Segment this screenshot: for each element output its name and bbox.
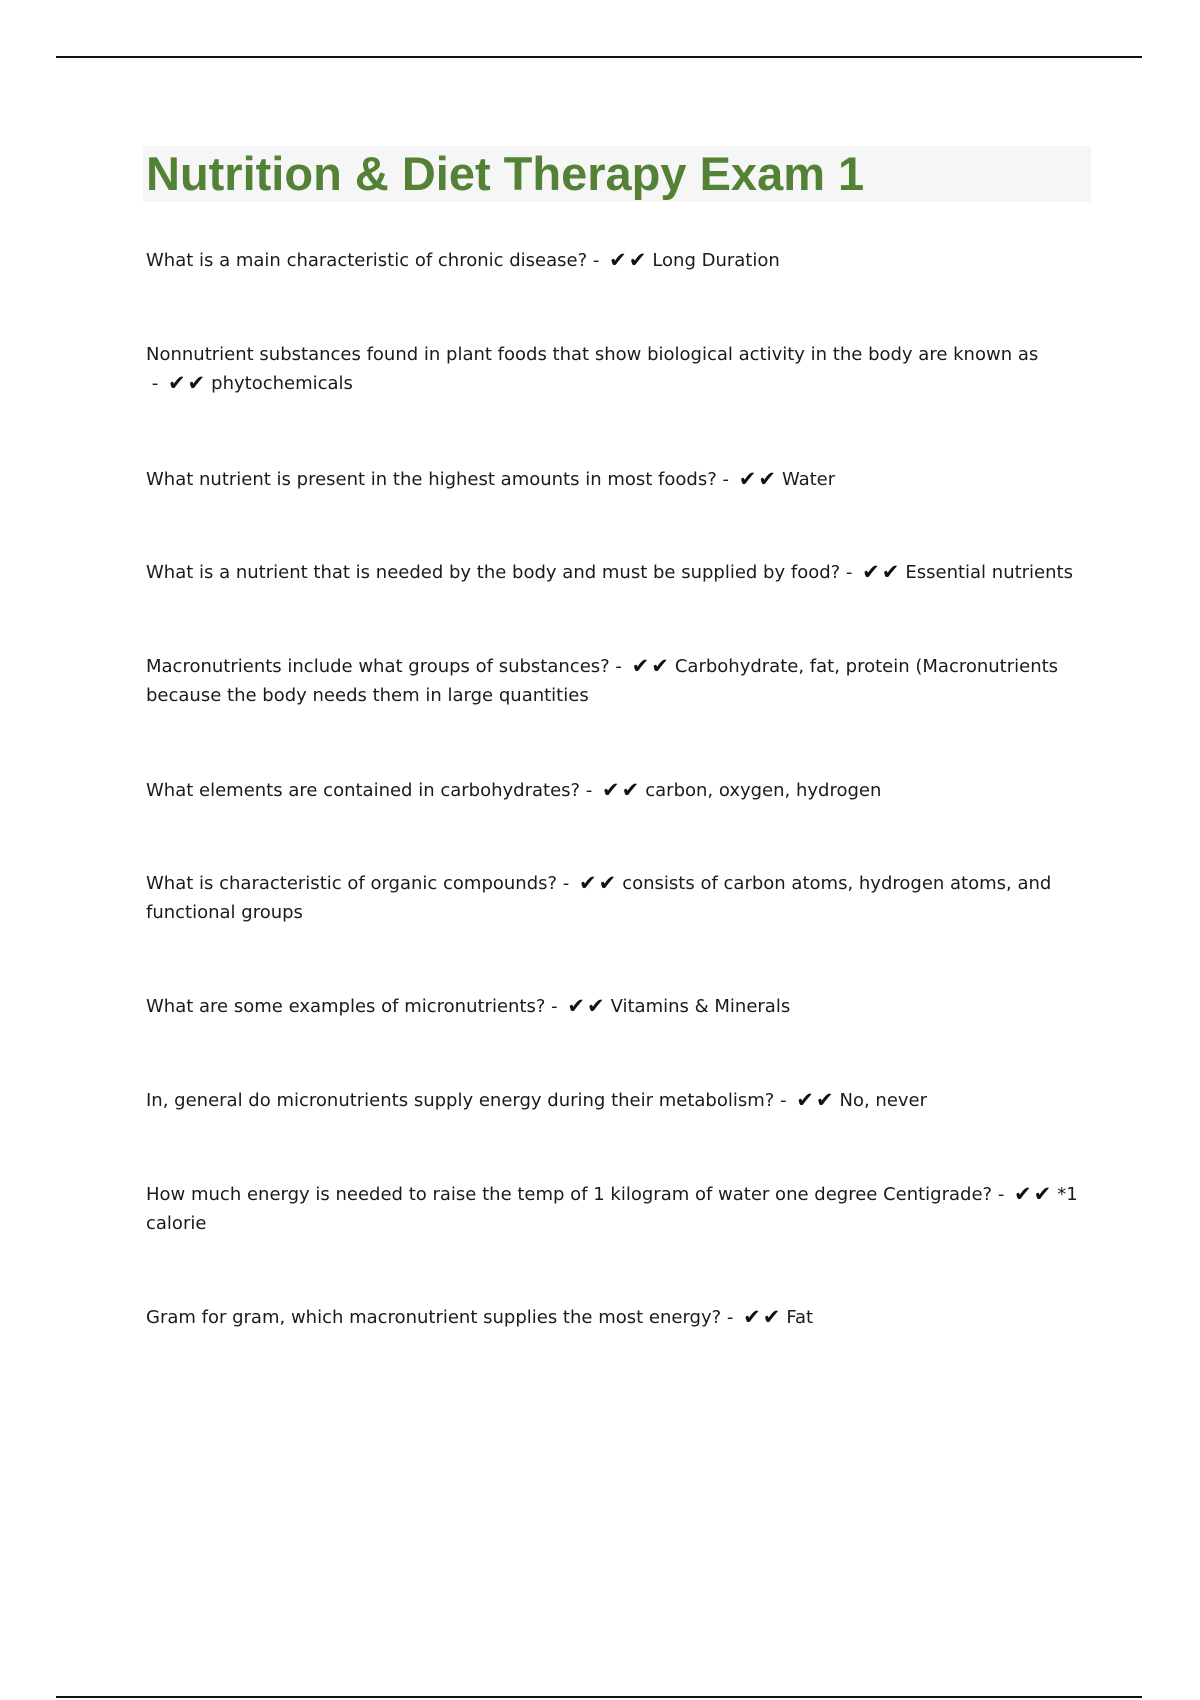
answer-text: consists of carbon atoms, hydrogen atoms, and functional groups	[146, 873, 1052, 923]
separator: -	[716, 469, 735, 490]
question-text: Macronutrients include what groups of substances?	[146, 656, 610, 677]
question-text: What is characteristic of organic compounds?	[146, 873, 558, 894]
qa-item-3	[146, 465, 1091, 494]
double-check-icon: ✔✔	[1014, 1182, 1054, 1206]
answer-text: *1 calorie	[146, 1184, 1078, 1234]
qa-item-9	[146, 1086, 1091, 1115]
question-text: What is a nutrient that is needed by the body and must be supplied by food?	[146, 562, 841, 583]
question-text: What are some examples of micronutrients?	[146, 996, 546, 1017]
qa-item-8	[146, 992, 1091, 1021]
question-text: What nutrient is present in the highest amounts in most foods?	[146, 469, 717, 490]
answer-text: phytochemicals	[211, 373, 353, 394]
header-rule	[56, 56, 1142, 58]
question-text: Gram for gram, which macronutrient supplies the most energy?	[146, 1307, 722, 1328]
answer-text: Long Duration	[652, 250, 780, 271]
separator: -	[580, 780, 599, 801]
double-check-icon: ✔✔	[738, 467, 778, 491]
separator: -	[721, 1307, 740, 1328]
double-check-icon: ✔✔	[602, 778, 642, 802]
qa-item-2	[146, 340, 1091, 398]
question-text: What is a main characteristic of chronic disease?	[146, 250, 588, 271]
qa-item-7	[146, 869, 1091, 927]
question-text: Nonnutrient substances found in plant foods that show biological activity in the body are known as	[146, 344, 1039, 365]
answer-text: Carbohydrate, fat, protein (Macronutrients because the body needs them in large quantities	[146, 656, 1059, 706]
separator: -	[840, 562, 859, 583]
footer-rule	[56, 1696, 1142, 1698]
double-check-icon: ✔✔	[609, 248, 649, 272]
separator: -	[774, 1090, 793, 1111]
question-text: How much energy is needed to raise the temp of 1 kilogram of water one degree Centigrade?	[146, 1184, 993, 1205]
qa-item-6	[146, 776, 1091, 805]
qa-item-5	[146, 652, 1091, 710]
separator: -	[609, 656, 628, 677]
double-check-icon: ✔✔	[579, 871, 619, 895]
double-check-icon: ✔✔	[796, 1088, 836, 1112]
qa-item-10	[146, 1180, 1091, 1238]
separator: -	[545, 996, 564, 1017]
qa-item-4	[146, 558, 1091, 587]
answer-text: Fat	[786, 1307, 814, 1328]
double-check-icon: ✔✔	[167, 371, 208, 395]
separator: -	[992, 1184, 1011, 1205]
answer-text: Water	[781, 469, 836, 490]
answer-text: carbon, oxygen, hydrogen	[645, 780, 882, 801]
double-check-icon: ✔✔	[631, 654, 671, 678]
double-check-icon: ✔✔	[567, 994, 607, 1018]
qa-item-11	[146, 1303, 1091, 1332]
question-text: What elements are contained in carbohydrates?	[146, 780, 581, 801]
question-text: In, general do micronutrients supply energy during their metabolism?	[146, 1090, 775, 1111]
separator: -	[587, 250, 606, 271]
answer-text: No, never	[839, 1090, 928, 1111]
separator: -	[557, 873, 576, 894]
qa-item-1	[146, 246, 1091, 275]
document-title: Nutrition & Diet Therapy Exam 1	[146, 147, 865, 200]
separator: -	[146, 373, 164, 394]
double-check-icon: ✔✔	[743, 1305, 783, 1329]
answer-text: Vitamins & Minerals	[610, 996, 791, 1017]
double-check-icon: ✔✔	[862, 560, 902, 584]
answer-text: Essential nutrients	[905, 562, 1073, 583]
